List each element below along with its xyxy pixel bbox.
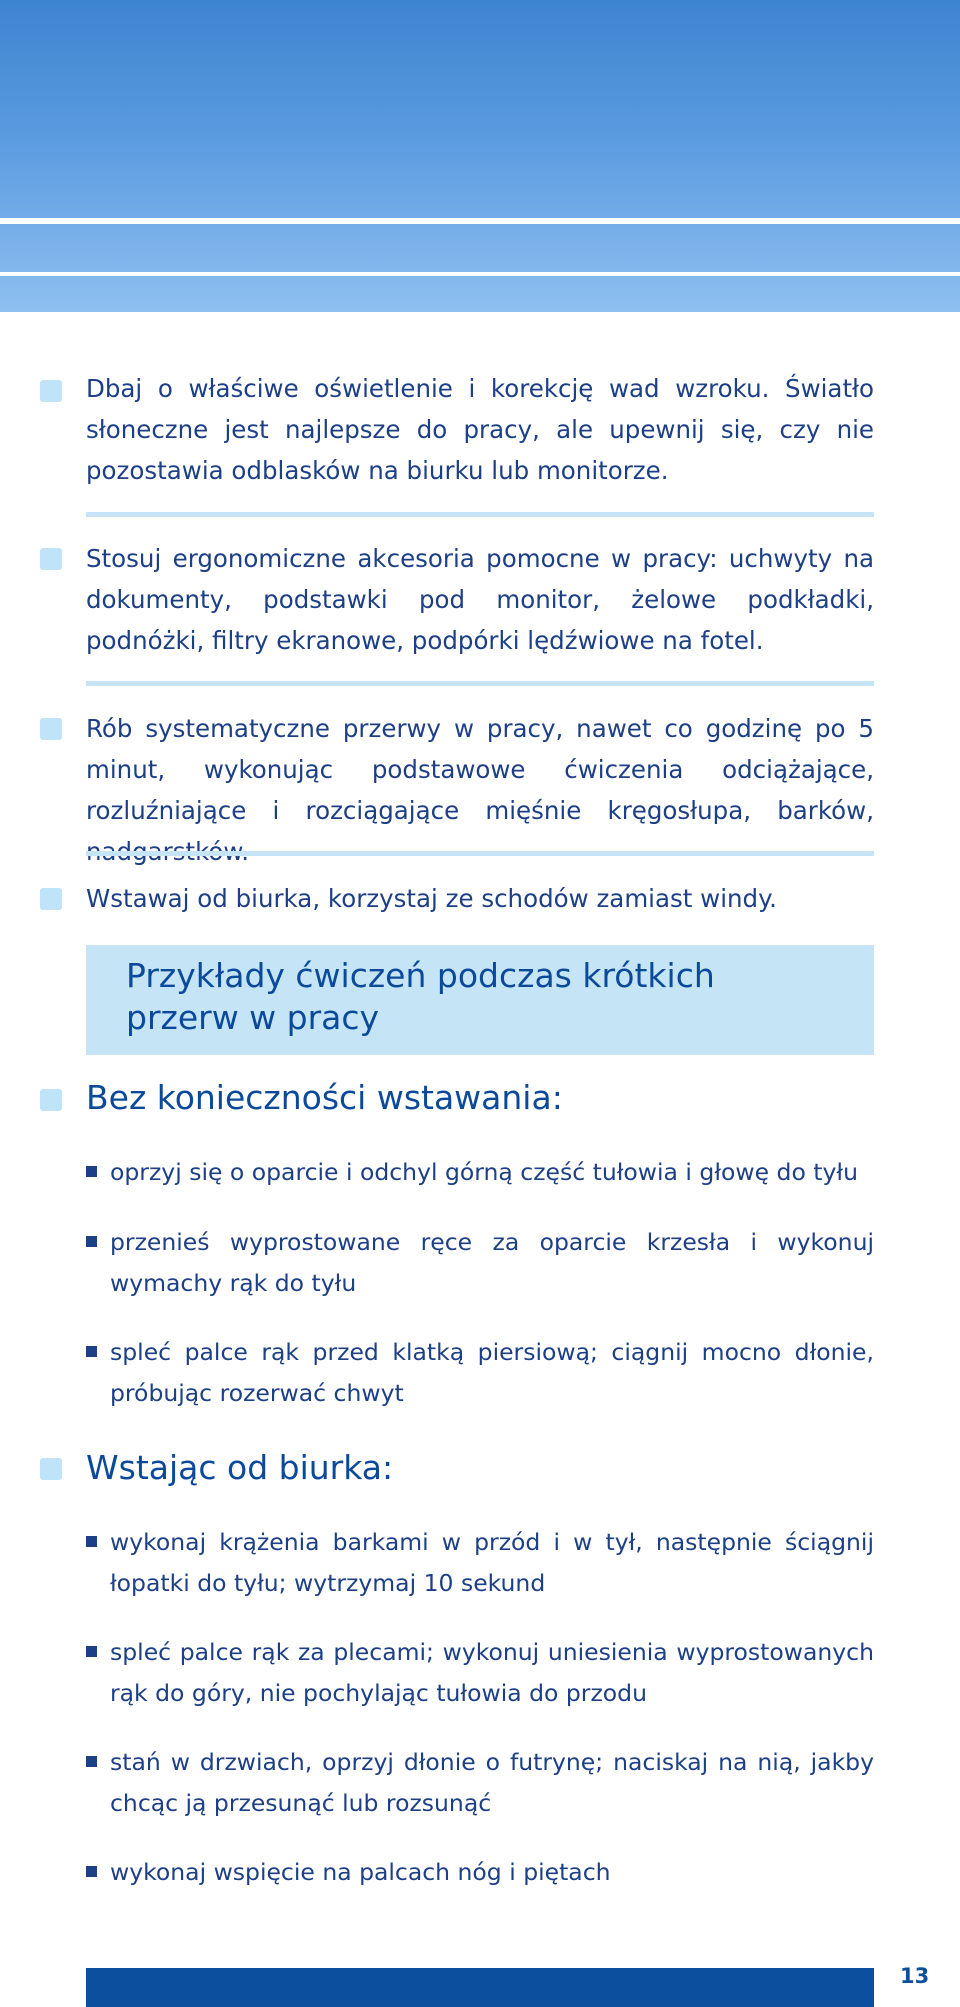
section-bullet-icon bbox=[40, 1089, 62, 1111]
exercise-callout bbox=[86, 945, 874, 1055]
exercise-text: wykonaj krążenia barkami w przód i w tył, następnie ściągnij łopatki do tyłu; wytrzymaj 10 sekund bbox=[110, 1528, 874, 1597]
footer-bar bbox=[86, 1968, 874, 2007]
callout-title-line: przerw w pracy bbox=[126, 998, 380, 1037]
square-bullet-icon bbox=[86, 1536, 97, 1547]
exercise-text: stań w drzwiach, oprzyj dłonie o futrynę; naciskaj na nią, jakby chcąc ją przesunąć lub rozsunąć bbox=[110, 1748, 874, 1817]
tip-bullet-icon bbox=[40, 888, 62, 910]
exercise-item bbox=[86, 1852, 874, 1893]
exercise-text: wykonaj wspięcie na palcach nóg i piętach bbox=[110, 1858, 611, 1886]
square-bullet-icon bbox=[86, 1866, 97, 1877]
tip-item bbox=[86, 708, 874, 872]
divider bbox=[86, 851, 874, 856]
exercise-item bbox=[86, 1332, 874, 1414]
header-stripe bbox=[0, 218, 960, 224]
square-bullet-icon bbox=[86, 1756, 97, 1767]
tip-text: Rób systematyczne przerwy w pracy, nawet co godzinę po 5 minut, wykonując podstawowe ćwiczenia odciążające, rozluźniające i rozciągające mięśnie kręgosłupa, barków, bbox=[86, 714, 874, 825]
square-bullet-icon bbox=[86, 1236, 97, 1247]
tip-item bbox=[86, 878, 874, 919]
header-band bbox=[0, 0, 960, 312]
exercise-text: oprzyj się o oparcie i odchyl górną część tułowia i głowę do tyłu bbox=[110, 1158, 858, 1186]
section-bullet-icon bbox=[40, 1458, 62, 1480]
tip-item bbox=[86, 538, 874, 661]
header-stripe bbox=[0, 272, 960, 276]
square-bullet-icon bbox=[86, 1166, 97, 1177]
divider bbox=[86, 512, 874, 517]
exercise-item bbox=[86, 1152, 874, 1193]
tip-text: Dbaj o właściwe oświetlenie i korekcję wad wzroku. Światło słoneczne jest najlepsze do pracy, ale upewnij się, czy nie pozostawia odblasków na biurku lub monitorze. bbox=[86, 374, 874, 485]
square-bullet-icon bbox=[86, 1646, 97, 1657]
page-number: 13 bbox=[900, 1964, 930, 1988]
exercise-item bbox=[86, 1632, 874, 1714]
tip-bullet-icon bbox=[40, 718, 62, 740]
tip-bullet-icon bbox=[40, 548, 62, 570]
tip-text: Wstawaj od biurka, korzystaj ze schodów zamiast windy. bbox=[86, 884, 777, 913]
tip-text: Stosuj ergonomiczne akcesoria pomocne w pracy: uchwyty na dokumenty, podstawki pod monitor, żelowe podkładki, podnóżki, filtry ekranowe, podpórki lędźwiowe na fotel. bbox=[86, 544, 874, 655]
tip-item bbox=[86, 368, 874, 491]
exercise-text: spleć palce rąk przed klatką piersiową; ciągnij mocno dłonie, próbując rozerwać chwyt bbox=[110, 1338, 874, 1407]
divider bbox=[86, 681, 874, 686]
callout-title-line: Przykłady ćwiczeń podczas krótkich bbox=[126, 956, 715, 995]
exercise-item bbox=[86, 1222, 874, 1304]
exercise-item bbox=[86, 1742, 874, 1824]
tip-bullet-icon bbox=[40, 380, 62, 402]
square-bullet-icon bbox=[86, 1346, 97, 1357]
exercise-text: spleć palce rąk za plecami; wykonuj uniesienia wyprostowanych rąk do góry, nie pochylając tułowia do przodu bbox=[110, 1638, 874, 1707]
section-heading: Bez konieczności wstawania: bbox=[86, 1078, 563, 1117]
section-heading: Wstając od biurka: bbox=[86, 1448, 394, 1487]
exercise-item bbox=[86, 1522, 874, 1604]
exercise-text: przenieś wyprostowane ręce za oparcie krzesła i wykonuj wymachy rąk do tyłu bbox=[110, 1228, 874, 1297]
